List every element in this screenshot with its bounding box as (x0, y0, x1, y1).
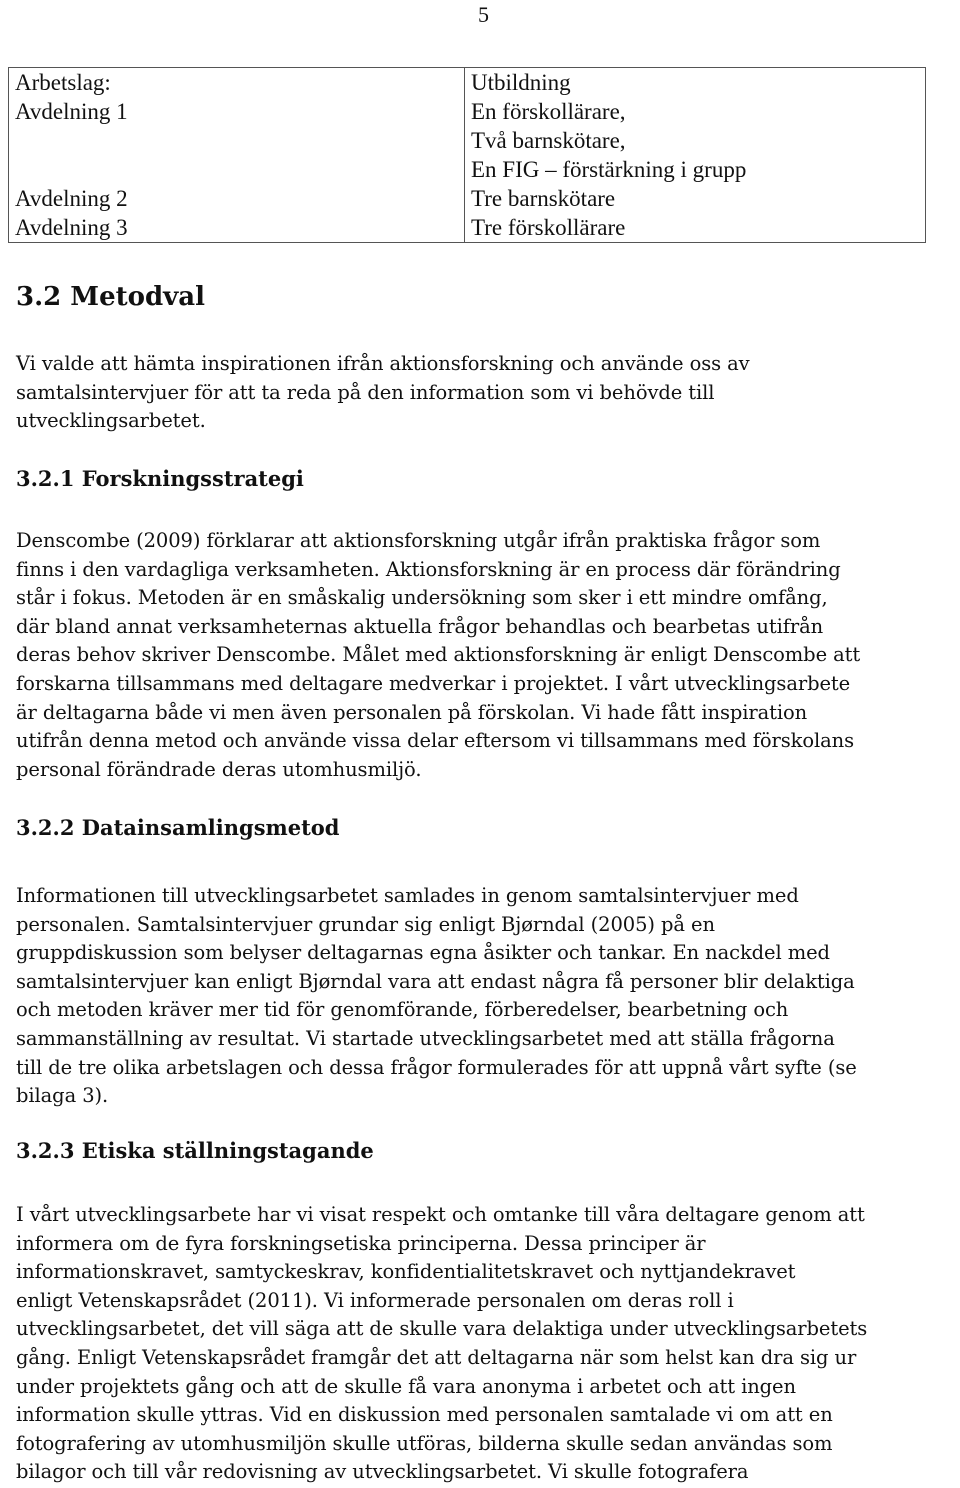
text-line: samtalsintervjuer för att ta reda på den information som vi behövde till (16, 380, 715, 404)
table-cell-teams (9, 68, 465, 243)
text-line: enligt Vetenskapsrådet (2011). Vi informerade personalen om deras roll i (16, 1288, 734, 1312)
staff-table (8, 67, 926, 243)
cell-line: Utbildning (471, 70, 571, 95)
cell-line: Arbetslag: (15, 70, 111, 95)
text-line: där bland annat verksamheternas aktuella frågor behandlas och bearbetas utifrån (16, 614, 824, 638)
text-line: I vårt utvecklingsarbete har vi visat respekt och omtanke till våra deltagare genom att (16, 1203, 865, 1226)
paragraph-metodval (16, 350, 951, 436)
text-line: deras behov skriver Denscombe. Målet med aktionsforskning är enligt Denscombe att (16, 643, 861, 667)
table-cell-education (465, 68, 926, 243)
text-line: personalen. Samtalsintervjuer grundar sig enligt Bjørndal (2005) på en (16, 912, 715, 936)
cell-line: En förskollärare, (471, 99, 626, 124)
text-line: står i fokus. Metoden är en småskalig undersökning som sker i ett mindre omfång, (16, 586, 828, 610)
paragraph-forskningsstrategi (16, 527, 951, 784)
text-line: informera om de fyra forskningsetiska principerna. Dessa principer är (16, 1231, 706, 1255)
cell-line: Avdelning 3 (15, 215, 128, 240)
text-line: bilaga 3). (16, 1084, 109, 1108)
text-line: sammanställning av resultat. Vi startade utvecklingsarbetet med att ställa frågorna (16, 1026, 835, 1050)
text-line: och metoden kräver mer tid för genomförande, förberedelser, bearbetning och (16, 998, 789, 1022)
paragraph-datainsamlingsmetod (16, 882, 951, 1111)
text-line: utvecklingsarbetet, det vill säga att de skulle vara delaktiga under utvecklingsarbetets (16, 1317, 868, 1341)
section-heading-etiska: 3.2.3 Etiska ställningstagande (16, 1138, 374, 1163)
cell-line: En FIG – förstärkning i grupp (471, 157, 747, 182)
text-line: informationskravet, samtyckeskrav, konfidentialitetskravet och nyttjandekravet (16, 1260, 796, 1284)
text-line: bilagor och till vår redovisning av utvecklingsarbetet. Vi skulle fotografera (16, 1460, 749, 1484)
text-line: samtalsintervjuer kan enligt Bjørndal vara att endast några få personer blir delaktiga (16, 969, 855, 993)
text-line: forskarna tillsammans med deltagare medverkar i projektet. I vårt utvecklingsarbete (16, 671, 851, 695)
text-line: Denscombe (2009) förklarar att aktionsforskning utgår ifrån praktiska frågor som (16, 529, 821, 552)
text-line: Informationen till utvecklingsarbetet samlades in genom samtalsintervjuer med (16, 884, 799, 907)
table-row (9, 68, 926, 243)
text-line: gruppdiskussion som belyser deltagarnas egna åsikter och tankar. En nackdel med (16, 941, 830, 965)
text-line: information skulle yttras. Vid en diskussion med personalen samtalade vi om att en (16, 1403, 833, 1427)
section-heading-forskningsstrategi: 3.2.1 Forskningsstrategi (16, 466, 304, 491)
text-line: gång. Enligt Vetenskapsrådet framgår det att deltagarna när som helst kan dra sig ur (16, 1345, 857, 1369)
cell-line: Tre förskollärare (471, 215, 626, 240)
cell-line (15, 126, 458, 155)
text-line: är deltagarna både vi men även personalen på förskolan. Vi hade fått inspiration (16, 700, 808, 724)
section-heading-metodval: 3.2 Metodval (16, 282, 205, 312)
cell-line: Tre barnskötare (471, 186, 616, 211)
cell-line: Avdelning 2 (15, 186, 128, 211)
text-line: fotografering av utomhusmiljön skulle utföras, bilderna skulle sedan användas som (16, 1431, 833, 1455)
text-line: Vi valde att hämta inspirationen ifrån aktionsforskning och använde oss av (16, 352, 750, 375)
cell-line (15, 155, 458, 184)
section-heading-datainsamlingsmetod: 3.2.2 Datainsamlingsmetod (16, 815, 340, 840)
page-number: 5 (478, 2, 489, 27)
text-line: utifrån denna metod och använde vissa delar eftersom vi tillsammans med förskolans (16, 729, 855, 753)
cell-line: Avdelning 1 (15, 99, 128, 124)
cell-line: Två barnskötare, (471, 128, 626, 153)
text-line: under projektets gång och att de skulle få vara anonyma i arbetet och att ingen (16, 1374, 796, 1398)
text-line: personal förändrade deras utomhusmiljö. (16, 757, 422, 781)
text-line: till de tre olika arbetslagen och dessa frågor formulerades för att uppnå vårt syfte (se (16, 1055, 857, 1079)
paragraph-etiska (16, 1201, 951, 1487)
text-line: finns i den vardagliga verksamheten. Aktionsforskning är en process där förändring (16, 557, 841, 581)
text-line: utvecklingsarbetet. (16, 409, 206, 433)
